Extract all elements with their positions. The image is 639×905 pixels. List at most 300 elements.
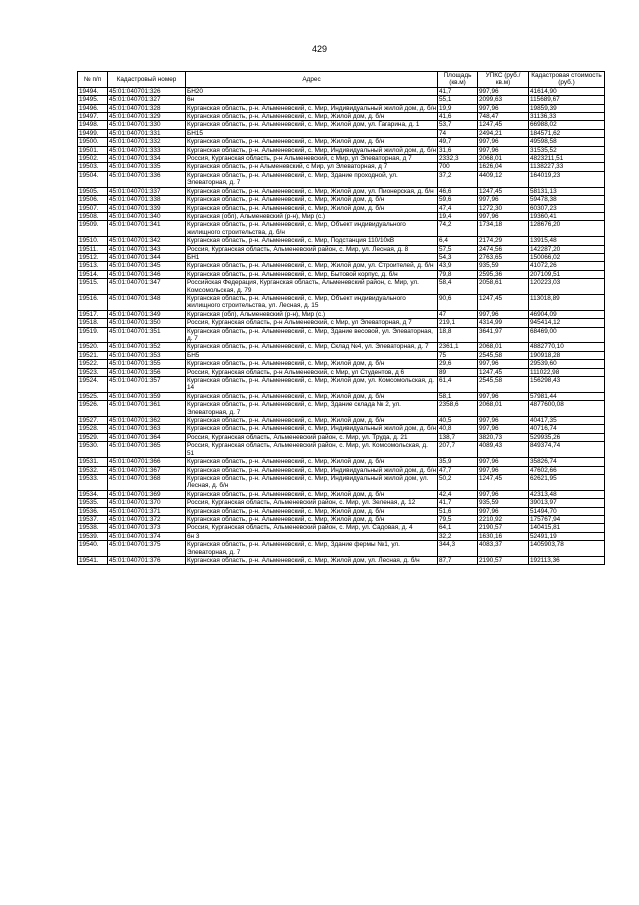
cell-row-number: 19508. <box>78 212 108 220</box>
table-row <box>78 245 605 253</box>
cell-address: Россия, Курганская область, р-н Альменевский, с Мир, ул Элеваторная, д 7 <box>186 319 438 327</box>
cell-area: 47,4 <box>438 204 478 212</box>
cell-cadastral-value: 31535,52 <box>529 146 605 154</box>
cell-upks: 3641,97 <box>478 327 529 343</box>
cell-cadastral-value: 59478,38 <box>529 196 605 204</box>
cell-row-number: 19529. <box>78 433 108 441</box>
cell-address: Курганская область, р-н. Альменевский, с. Мир, Индивидуальный жилой дом, д. б/н <box>187 104 437 112</box>
cell-cadastral-value: 140415,81 <box>529 524 605 532</box>
cell-address: Курганская область, р-н. Альменевский, с. Мир, Индивидуальный жилой дом, д. б/н <box>187 425 437 433</box>
cell-row-number: 19506. <box>78 196 108 204</box>
cell-area: 47 <box>438 310 478 318</box>
cell-cadastral-value: 111022,98 <box>529 368 605 376</box>
cell-cadastral-number: 45:01:040701:353 <box>108 351 186 359</box>
header-cadastral-number: Кадастровый номер <box>108 72 186 88</box>
cell-row-number: 19504. <box>78 171 108 187</box>
cell-address: БН5 <box>186 351 438 359</box>
table-row <box>78 442 605 458</box>
cell-cadastral-number: 45:01:040701:351 <box>108 327 186 343</box>
cell-area: 138,7 <box>438 433 478 441</box>
cell-row-number: 19519. <box>78 327 108 343</box>
cell-row-number: 19510. <box>78 237 108 245</box>
cell-area: 58,4 <box>438 279 478 295</box>
cell-cadastral-value: 849374,74 <box>529 442 605 458</box>
cell-row-number: 19498. <box>78 121 108 129</box>
cell-upks: 2494,21 <box>478 129 529 137</box>
cell-row-number: 19534. <box>78 490 108 498</box>
cell-area: 32,2 <box>438 532 478 540</box>
cell-area: 50,2 <box>438 474 478 490</box>
table-row <box>78 541 605 557</box>
cell-upks: 997,96 <box>478 507 529 515</box>
cell-cadastral-value: 13915,48 <box>529 237 605 245</box>
table-row <box>78 425 605 433</box>
cell-cadastral-number: 45:01:040701:340 <box>108 212 186 220</box>
cell-cadastral-value: 207109,51 <box>529 270 605 278</box>
cell-area: 41,7 <box>438 87 478 95</box>
cell-address: Курганская (обл), Альменевский (р-н), Мир (с.) <box>186 212 438 220</box>
cell-area: 37,2 <box>438 171 478 187</box>
table-row <box>78 368 605 376</box>
cell-address: Курганская область, р-н. Альменевский, с. Мир, Жилой дом, д. б/н <box>186 507 438 515</box>
cell-upks: 2099,63 <box>478 96 529 104</box>
table-row <box>78 212 605 220</box>
cell-row-number: 19494. <box>78 87 108 95</box>
table-header-row <box>78 72 605 88</box>
cell-upks: 1247,45 <box>478 187 529 195</box>
cell-area: 40,5 <box>438 417 478 425</box>
cell-cadastral-value: 41614,90 <box>529 87 605 95</box>
cell-address: Россия, Курганская область, Альменевский район, с. Мир, ул. Труда, д. 21 <box>186 433 438 441</box>
cell-address: Россия, Курганская область, Альменевский район, с. Мир, ул. Лесная, д. 8 <box>186 245 438 253</box>
cell-cadastral-value: 142287,20 <box>529 245 605 253</box>
table-row <box>78 377 605 393</box>
cell-cadastral-value: 47602,66 <box>529 466 605 474</box>
cell-row-number: 19522. <box>78 360 108 368</box>
cell-cadastral-number: 45:01:040701:373 <box>108 524 186 532</box>
cell-area: 29,6 <box>438 360 478 368</box>
cell-upks: 1626,04 <box>478 163 529 171</box>
cell-area: 59,6 <box>438 196 478 204</box>
cell-address: Россия, Курганская область, Альменевский район, с. Мир, ул. Комсомольская, д. 51 <box>186 442 438 458</box>
cell-cadastral-number: 45:01:040701:347 <box>108 279 186 295</box>
cell-cadastral-value: 4823211,51 <box>529 155 605 163</box>
cell-cadastral-number: 45:01:040701:330 <box>108 121 186 129</box>
cell-row-number: 19513. <box>78 262 108 270</box>
cell-upks: 4409,12 <box>478 171 529 187</box>
cell-upks: 2595,36 <box>478 270 529 278</box>
cell-row-number: 19501. <box>78 146 108 154</box>
cell-row-number: 19499. <box>78 129 108 137</box>
cell-cadastral-number: 45:01:040701:374 <box>108 532 186 540</box>
cell-cadastral-number: 45:01:040701:359 <box>108 392 186 400</box>
cell-cadastral-number: 45:01:040701:334 <box>108 155 186 163</box>
cell-address: Курганская область, р-н. Альменевский, с. Мир, Здание проходной, ул. Элеваторная, д. 7 <box>186 171 438 187</box>
table-row <box>78 433 605 441</box>
cell-cadastral-value: 31136,33 <box>529 113 605 121</box>
cell-cadastral-number: 45:01:040701:346 <box>108 270 186 278</box>
table-row <box>78 279 605 295</box>
cell-cadastral-value: 1138227,33 <box>529 163 605 171</box>
header-upks: УПКС (руб./кв.м) <box>478 72 529 88</box>
cell-cadastral-number: 45:01:040701:331 <box>108 129 186 137</box>
cell-upks: 2068,01 <box>478 343 529 351</box>
cell-area: 74 <box>438 129 478 137</box>
cell-area: 35,9 <box>438 458 478 466</box>
cell-upks: 935,59 <box>478 499 529 507</box>
table-row <box>78 187 605 195</box>
cell-row-number: 19502. <box>78 155 108 163</box>
cell-row-number: 19536. <box>78 507 108 515</box>
cell-row-number: 19497. <box>78 113 108 121</box>
cell-row-number: 19532. <box>78 466 108 474</box>
table-row <box>78 204 605 212</box>
cell-area: 2358,6 <box>438 401 478 417</box>
cell-address: Курганская область, р-н. Альменевский, с. Мир, Жилой дом, ул. Комсомольская, д. 14 <box>186 377 438 393</box>
cell-upks: 4083,37 <box>478 541 529 557</box>
cell-cadastral-number: 45:01:040701:329 <box>108 113 186 121</box>
cell-cadastral-number: 45:01:040701:371 <box>108 507 186 515</box>
cell-address: Курганская область, р-н. Альменевский, с. Мир, Здание склада № 2, ул. Элеваторная, д. 7 <box>186 401 438 417</box>
cell-cadastral-number: 45:01:040701:341 <box>108 221 186 237</box>
cell-cadastral-value: 62621,95 <box>529 474 605 490</box>
table-row <box>78 163 605 171</box>
cell-address: Курганская область, р-н. Альменевский, с. Мир, Жилой дом, ул. Гагарина, д. 1 <box>186 121 438 129</box>
cell-row-number: 19533. <box>78 474 108 490</box>
cell-area: 58,1 <box>438 392 478 400</box>
cell-area: 41,6 <box>438 113 478 121</box>
cell-cadastral-value: 128676,20 <box>529 221 605 237</box>
cell-cadastral-number: 45:01:040701:369 <box>108 490 186 498</box>
cell-cadastral-value: 945414,12 <box>529 319 605 327</box>
cell-address: Курганская область, р-н. Альменевский, с. Мир, Жилой дом, ул. Пионерская, д. б/н <box>186 187 438 195</box>
cell-upks: 997,96 <box>478 490 529 498</box>
cell-area: 31,6 <box>438 146 478 154</box>
header-area: Площадь (кв.м) <box>438 72 478 88</box>
cell-cadastral-value: 49598,58 <box>529 138 605 146</box>
cell-cadastral-value: 120223,03 <box>529 279 605 295</box>
cell-cadastral-value: 113018,89 <box>529 294 605 310</box>
cell-address: Курганская область, р-н. Альменевский, с. Мир, Индивидуальный жилой дом, ул. Лесная, д. б/н <box>186 474 438 490</box>
cell-cadastral-number: 45:01:040701:336 <box>108 171 186 187</box>
table-row <box>78 138 605 146</box>
cell-cadastral-value: 164019,23 <box>529 171 605 187</box>
cell-cadastral-value: 192113,36 <box>529 556 605 564</box>
cell-cadastral-number: 45:01:040701:332 <box>108 138 186 146</box>
cell-cadastral-number: 45:01:040701:370 <box>108 499 186 507</box>
cell-upks: 997,96 <box>478 466 529 474</box>
cell-upks: 2190,57 <box>478 524 529 532</box>
cell-cadastral-value: 4877600,08 <box>529 401 605 417</box>
cell-cadastral-number: 45:01:040701:356 <box>108 368 186 376</box>
cell-upks: 997,96 <box>478 310 529 318</box>
cell-upks: 1247,45 <box>478 121 529 129</box>
cell-area: 55,1 <box>438 96 478 104</box>
table-row <box>78 104 605 112</box>
cell-upks: 997,96 <box>478 104 529 112</box>
cell-cadastral-number: 45:01:040701:372 <box>108 515 186 523</box>
cell-area: 90,6 <box>438 294 478 310</box>
cell-row-number: 19528. <box>78 425 108 433</box>
cell-cadastral-value: 150066,02 <box>529 253 605 261</box>
cell-upks: 4089,43 <box>478 442 529 458</box>
cell-row-number: 19518. <box>78 319 108 327</box>
table-row <box>78 343 605 351</box>
table-row <box>78 490 605 498</box>
cell-cadastral-number: 45:01:040701:344 <box>108 253 186 261</box>
cell-area: 57,5 <box>438 245 478 253</box>
cell-area: 41,7 <box>438 499 478 507</box>
cell-upks: 2763,65 <box>478 253 529 261</box>
cell-row-number: 19531. <box>78 458 108 466</box>
cell-upks: 4314,99 <box>478 319 529 327</box>
cell-area: 43,9 <box>438 262 478 270</box>
cell-upks: 2174,29 <box>478 237 529 245</box>
cell-cadastral-number: 45:01:040701:337 <box>108 187 186 195</box>
cell-cadastral-number: 45:01:040701:343 <box>108 245 186 253</box>
cell-row-number: 19538. <box>78 524 108 532</box>
cell-area: 79,8 <box>438 270 478 278</box>
cell-address: Курганская область, р-н. Альменевский, с. Мир, Жилой дом, д. б/н <box>186 515 438 523</box>
cell-area: 40,8 <box>438 425 478 433</box>
cell-cadastral-number: 45:01:040701:376 <box>108 556 186 564</box>
cell-upks: 997,96 <box>478 212 529 220</box>
cell-row-number: 19539. <box>78 532 108 540</box>
cell-cadastral-number: 45:01:040701:362 <box>108 417 186 425</box>
cell-cadastral-number: 45:01:040701:326 <box>108 87 186 95</box>
cell-row-number: 19535. <box>78 499 108 507</box>
cell-address: Курганская область, р-н. Альменевский, с. Мир, Склад №4, ул. Элеваторная, д. 7 <box>186 343 438 351</box>
table-row <box>78 360 605 368</box>
cell-upks: 2545,58 <box>478 377 529 393</box>
cell-cadastral-number: 45:01:040701:342 <box>108 237 186 245</box>
table-row <box>78 310 605 318</box>
cell-cadastral-number: 45:01:040701:368 <box>108 474 186 490</box>
cell-area: 219,1 <box>438 319 478 327</box>
cell-address: Курганская область, р-н. Альменевский, с. Мир, Жилой дом, д. б/н <box>186 417 438 425</box>
cell-area: 87,7 <box>438 556 478 564</box>
cell-cadastral-value: 40417,35 <box>529 417 605 425</box>
cell-row-number: 19530. <box>78 442 108 458</box>
cell-cadastral-value: 19859,39 <box>529 104 605 112</box>
table-row <box>78 96 605 104</box>
cell-cadastral-number: 45:01:040701:375 <box>108 541 186 557</box>
cell-row-number: 19516. <box>78 294 108 310</box>
cell-address: БН1 <box>186 253 438 261</box>
cell-address: Курганская (обл), Альменевский (р-н), Мир (с.) <box>186 310 438 318</box>
cell-upks: 997,96 <box>478 458 529 466</box>
cell-cadastral-value: 175767,94 <box>529 515 605 523</box>
cell-cadastral-value: 115689,67 <box>529 96 605 104</box>
table-row <box>78 524 605 532</box>
cell-upks: 748,47 <box>478 113 529 121</box>
cell-row-number: 19523. <box>78 368 108 376</box>
table-row <box>78 196 605 204</box>
cell-row-number: 19525. <box>78 392 108 400</box>
table-row <box>78 466 605 474</box>
table-row <box>78 87 605 95</box>
cell-address: Курганская область, р-н. Альменевский, с. Мир, Жилой дом, д. б/н <box>186 392 438 400</box>
cell-cadastral-value: 35826,74 <box>529 458 605 466</box>
cell-address: Курганская область, р-н. Альменевский, с. Мир, Здание фермы №1, ул. Элеваторная, д. 7 <box>186 541 438 557</box>
cell-row-number: 19541. <box>78 556 108 564</box>
cell-cadastral-number: 45:01:040701:355 <box>108 360 186 368</box>
cell-upks: 1247,45 <box>478 368 529 376</box>
cell-cadastral-value: 529935,26 <box>529 433 605 441</box>
header-address: Адрес <box>186 72 438 88</box>
cell-area: 53,7 <box>438 121 478 129</box>
cell-area: 42,4 <box>438 490 478 498</box>
page-number: 429 <box>311 44 328 54</box>
cell-area: 2332,3 <box>438 155 478 163</box>
cell-cadastral-value: 51494,70 <box>529 507 605 515</box>
cell-cadastral-number: 45:01:040701:339 <box>108 204 186 212</box>
cell-row-number: 19520. <box>78 343 108 351</box>
table-row <box>78 392 605 400</box>
cell-upks: 1272,30 <box>478 204 529 212</box>
cell-area: 61,4 <box>438 377 478 393</box>
cell-area: 2361,1 <box>438 343 478 351</box>
table-row <box>78 507 605 515</box>
table-body <box>78 87 605 565</box>
cell-cadastral-value: 60307,23 <box>529 204 605 212</box>
cell-area: 700 <box>438 163 478 171</box>
cell-upks: 2058,61 <box>478 279 529 295</box>
cell-address: Курганская область, р-н. Альменевский, с. Мир, Жилой дом, д. б/н <box>186 490 438 498</box>
cell-area: 54,3 <box>438 253 478 261</box>
cell-cadastral-number: 45:01:040701:352 <box>108 343 186 351</box>
table-row <box>78 474 605 490</box>
table-row <box>78 221 605 237</box>
cell-area: 64,1 <box>438 524 478 532</box>
table-row <box>78 401 605 417</box>
header-cadastral-value: Кадастровая стоимость (руб.) <box>529 72 605 88</box>
cell-upks: 2190,57 <box>478 556 529 564</box>
cell-address: Курганская область, р-н. Альменевский, с. Мир, Жилой дом, д. б/н <box>186 204 438 212</box>
cell-area: 47,7 <box>438 466 478 474</box>
cell-cadastral-number: 45:01:040701:328 <box>108 104 186 112</box>
table-row <box>78 171 605 187</box>
table-row <box>78 417 605 425</box>
cell-upks: 2474,56 <box>478 245 529 253</box>
cell-upks: 1247,45 <box>478 294 529 310</box>
cell-upks: 997,96 <box>478 138 529 146</box>
cell-upks: 2068,01 <box>478 155 529 163</box>
cell-area: 49,7 <box>438 138 478 146</box>
cell-address: Курганская область, р-н. Альменевский, с. Мир, Жилой дом, д. б/н <box>186 196 438 204</box>
cell-upks: 997,96 <box>478 360 529 368</box>
table-row <box>78 294 605 310</box>
cell-area: 18,8 <box>438 327 478 343</box>
cell-area: 19,4 <box>438 212 478 220</box>
cell-address: 6н 3 <box>186 532 438 540</box>
cell-address: Россия, Курганская область, Альменевский район, с. Мир, ул. Зеленая, д. 12 <box>186 499 438 507</box>
cell-row-number: 19517. <box>78 310 108 318</box>
cell-address: Курганская область, р-н. Альменевский, с. Мир, Подстанция 110/10кВ <box>186 237 438 245</box>
cell-cadastral-value: 68469,00 <box>529 327 605 343</box>
cell-row-number: 19505. <box>78 187 108 195</box>
cell-cadastral-value: 40716,74 <box>529 425 605 433</box>
cell-area: 74,2 <box>438 221 478 237</box>
table-row <box>78 146 605 154</box>
cell-row-number: 19515. <box>78 279 108 295</box>
cell-cadastral-number: 45:01:040701:327 <box>108 96 186 104</box>
cell-cadastral-value: 66988,02 <box>529 121 605 129</box>
cell-address: Курганская область, р-н. Альменевский, с. Мир, Жилой дом, д. б/н <box>186 360 438 368</box>
cell-upks: 2068,01 <box>478 401 529 417</box>
table-row <box>78 458 605 466</box>
cell-address: Россия, Курганская область, Альменевский район, с. Мир, ул. Садовая, д. 4 <box>186 524 438 532</box>
cell-address: Курганская область, р-н. Альменевский, с. Мир, Жилой дом, д. б/н <box>186 138 438 146</box>
cell-row-number: 19503. <box>78 163 108 171</box>
cell-cadastral-value: 57981,44 <box>529 392 605 400</box>
cell-upks: 935,59 <box>478 262 529 270</box>
cell-cadastral-value: 4882770,10 <box>529 343 605 351</box>
cell-address: Курганская область, р-н. Альменевский, с. Мир, Объект индивидуального жилищного строительства, ул. Лесная, д. 15 <box>186 294 438 310</box>
cell-row-number: 19537. <box>78 515 108 523</box>
cell-upks: 997,96 <box>478 425 529 433</box>
cell-address: 6н <box>186 96 438 104</box>
cell-upks: 997,96 <box>478 392 529 400</box>
cell-cadastral-number: 45:01:040701:357 <box>108 377 186 393</box>
cell-cadastral-number: 45:01:040701:361 <box>108 401 186 417</box>
cell-address: Курганская область, р-н. Альменевский, с. Мир, Объект индивидуального жилищного строительства, д. б/н <box>186 221 438 237</box>
cell-row-number: 19526. <box>78 401 108 417</box>
cell-cadastral-value: 42313,48 <box>529 490 605 498</box>
cell-cadastral-value: 29539,60 <box>529 360 605 368</box>
cell-cadastral-value: 46904,09 <box>529 310 605 318</box>
cell-cadastral-value: 39013,97 <box>529 499 605 507</box>
cell-address: Россия, Курганская область, р-н Альменевский, с Мир, ул Студентов, д 6 <box>186 368 438 376</box>
cell-row-number: 19527. <box>78 417 108 425</box>
table-row <box>78 237 605 245</box>
cell-cadastral-number: 45:01:040701:348 <box>108 294 186 310</box>
table-row <box>78 351 605 359</box>
cell-upks: 1247,45 <box>478 474 529 490</box>
table-row <box>78 113 605 121</box>
cell-row-number: 19507. <box>78 204 108 212</box>
cell-area: 51,6 <box>438 507 478 515</box>
table-row <box>78 556 605 564</box>
cell-upks: 1630,16 <box>478 532 529 540</box>
cell-area: 79,5 <box>438 515 478 523</box>
table-row <box>78 327 605 343</box>
cell-address: Курганская область, р-н. Альменевский, с. Мир, Жилой дом, ул. Лесная, д. б/н <box>186 556 438 564</box>
cell-row-number: 19514. <box>78 270 108 278</box>
cell-cadastral-number: 45:01:040701:338 <box>108 196 186 204</box>
cell-address: Курганская область, р-н. Альменевский, с. Мир, Жилой дом, д. б/н <box>186 458 438 466</box>
cell-area: 207,7 <box>438 442 478 458</box>
table-row <box>78 129 605 137</box>
cell-upks: 3820,73 <box>478 433 529 441</box>
table-row <box>78 499 605 507</box>
cell-cadastral-number: 45:01:040701:345 <box>108 262 186 270</box>
cell-area: 89 <box>438 368 478 376</box>
cell-upks: 997,96 <box>478 87 529 95</box>
cell-row-number: 19495. <box>78 96 108 104</box>
cell-upks: 2210,92 <box>478 515 529 523</box>
cell-row-number: 19496. <box>78 104 108 112</box>
cell-address: Курганская область, р-н. Альменевский, с. Мир, Здание весовой, ул. Элеваторная, д. 7 <box>186 327 438 343</box>
cell-area: 75 <box>438 351 478 359</box>
cell-address: Курганская область, р-н. Альменевский, с. Мир, Жилой дом, д. б/н <box>186 113 438 121</box>
cell-cadastral-number: 45:01:040701:365 <box>108 442 186 458</box>
cell-row-number: 19500. <box>78 138 108 146</box>
table-row <box>78 155 605 163</box>
cadastral-value-table <box>77 71 605 565</box>
cell-area: 19,9 <box>438 104 478 112</box>
cell-address: Российская Федерация, Курганская область, Альменевский район, с. Мир, ул. Комсомольская, д. 79 <box>186 279 438 295</box>
